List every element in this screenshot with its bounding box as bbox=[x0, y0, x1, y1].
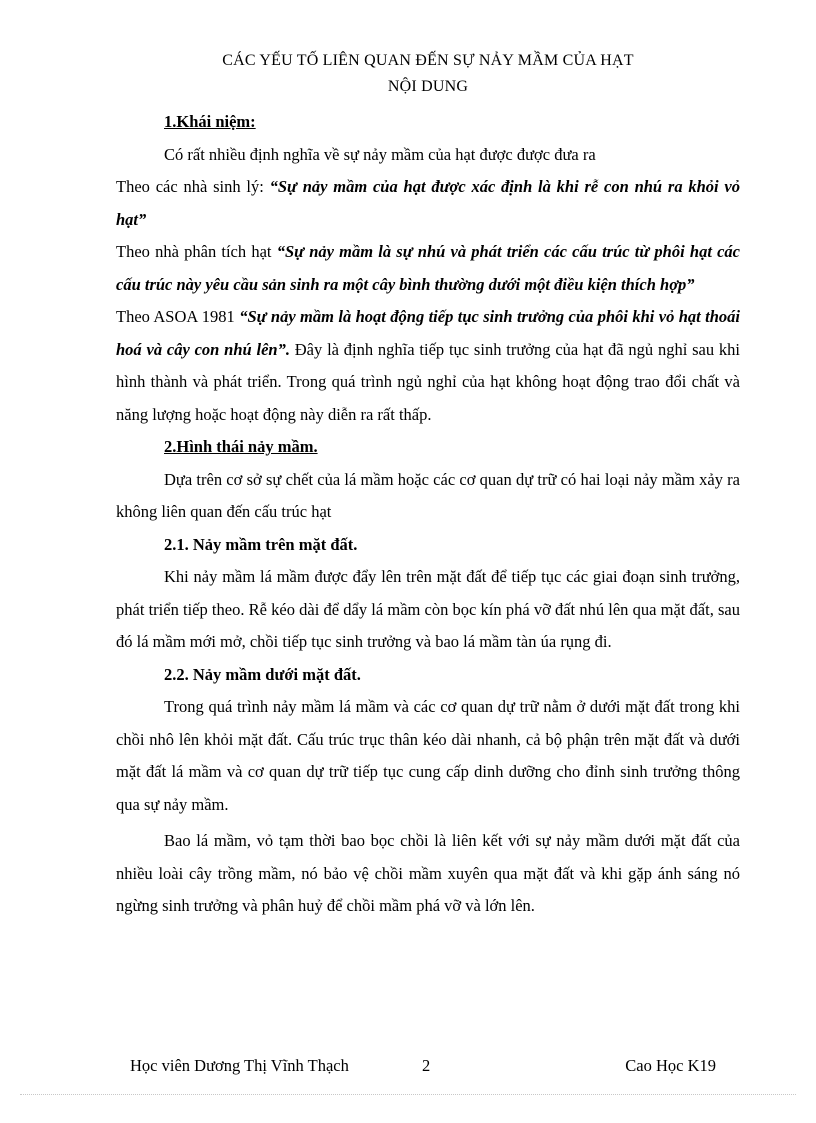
definition-2-quote: “Sự nảy mầm là sự nhú và phát triển các cấu trúc từ phôi hạt các cấu trúc này yêu cầu sản sinh ra một cây bình thường dưới một điều kiện thích hợp” bbox=[116, 242, 740, 294]
section-1-heading: 1.Khái niệm: bbox=[164, 112, 256, 131]
definition-1-quote: “Sự nảy mầm của hạt được xác định là khi rễ con nhú ra khỏi vỏ hạt” bbox=[116, 177, 740, 229]
definition-3-text: Đây là định nghĩa tiếp tục sinh trưởng của hạt đã ngủ nghỉ sau khi hình thành và phát triển. Trong quá trình ngủ nghỉ của hạt không hoạt động trao đổi chất và năng lượng hoặc hoạt động này diễn ra rất thấp. bbox=[116, 339, 740, 424]
section-2-2-text-2: Bao lá mầm, vỏ tạm thời bao bọc chồi là liên kết với sự nảy mầm dưới mặt đất của nhiều loài cây trồng mầm, nó bảo vệ chồi mầm xuyên qua mặt đất và khi gặp ánh sáng nó ngừng sinh trưởng và phân huỷ để chồi mầm phá vỡ và lớn lên. bbox=[116, 831, 740, 915]
footer-author: Học viên Dương Thị Vĩnh Thạch bbox=[130, 1056, 349, 1075]
page-footer bbox=[130, 1053, 716, 1079]
definition-3-quote: “Sự nảy mầm là hoạt động tiếp tục sinh trưởng của phôi khi vỏ hạt thoái hoá và cây con nhú lên”. bbox=[116, 307, 740, 359]
section-2-2-heading: 2.2. Nảy mầm dưới mặt đất. bbox=[164, 664, 361, 684]
section-2-heading: 2.Hình thái nảy mầm. bbox=[164, 437, 318, 456]
footer-course: Cao Học K19 bbox=[625, 1056, 716, 1075]
document-subtitle: NỘI DUNG bbox=[387, 78, 469, 95]
section-2-text: Dựa trên cơ sở sự chết của lá mầm hoặc các cơ quan dự trữ có hai loại nảy mầm xảy ra không liên quan đến cấu trúc hạt bbox=[116, 469, 740, 521]
section-2-2-text-1: Trong quá trình nảy mầm lá mầm và các cơ quan dự trữ nằm ở dưới mặt đất trong khi chồi nhô lên khỏi mặt đất. Cấu trúc trục thân kéo dài nhanh, cả bộ phận trên mặt đất và dưới mặt đất lá mầm và cơ quan dự trữ tiếp tục cung cấp dinh dưỡng cho đỉnh sinh trưởng thông qua sự nảy mầm. bbox=[116, 697, 740, 814]
definition-2 bbox=[116, 236, 740, 301]
definition-1-prefix: Theo các nhà sinh lý: bbox=[116, 177, 270, 196]
section-2-1-heading: 2.1. Nảy mầm trên mặt đất. bbox=[164, 534, 358, 554]
page-number: 2 bbox=[422, 1056, 431, 1075]
section-1-intro: Có rất nhiều định nghĩa về sự nảy mầm của hạt được được đưa ra bbox=[164, 144, 596, 164]
page-bottom-divider bbox=[20, 1094, 796, 1095]
document-page bbox=[116, 48, 740, 923]
document-title: CÁC YẾU TỐ LIÊN QUAN ĐẾN SỰ NẢY MẦM CỦA HẠT bbox=[222, 52, 634, 69]
definition-3 bbox=[116, 301, 740, 431]
definition-3-prefix: Theo ASOA 1981 bbox=[116, 307, 240, 326]
section-2-1-text: Khi nảy mầm lá mầm được đẩy lên trên mặt đất để tiếp tục các giai đoạn sinh trưởng, phát triển tiếp theo. Rễ kéo dài để dẩy lá mầm còn bọc kín phá vỡ đất nhú lên qua mặt đất, sau đó lá mầm mới mở, chồi tiếp tục sinh trưởng và bao lá mầm tàn úa rụng đi. bbox=[116, 567, 740, 651]
definition-2-prefix: Theo nhà phân tích hạt bbox=[116, 242, 277, 261]
definition-1 bbox=[116, 171, 740, 236]
